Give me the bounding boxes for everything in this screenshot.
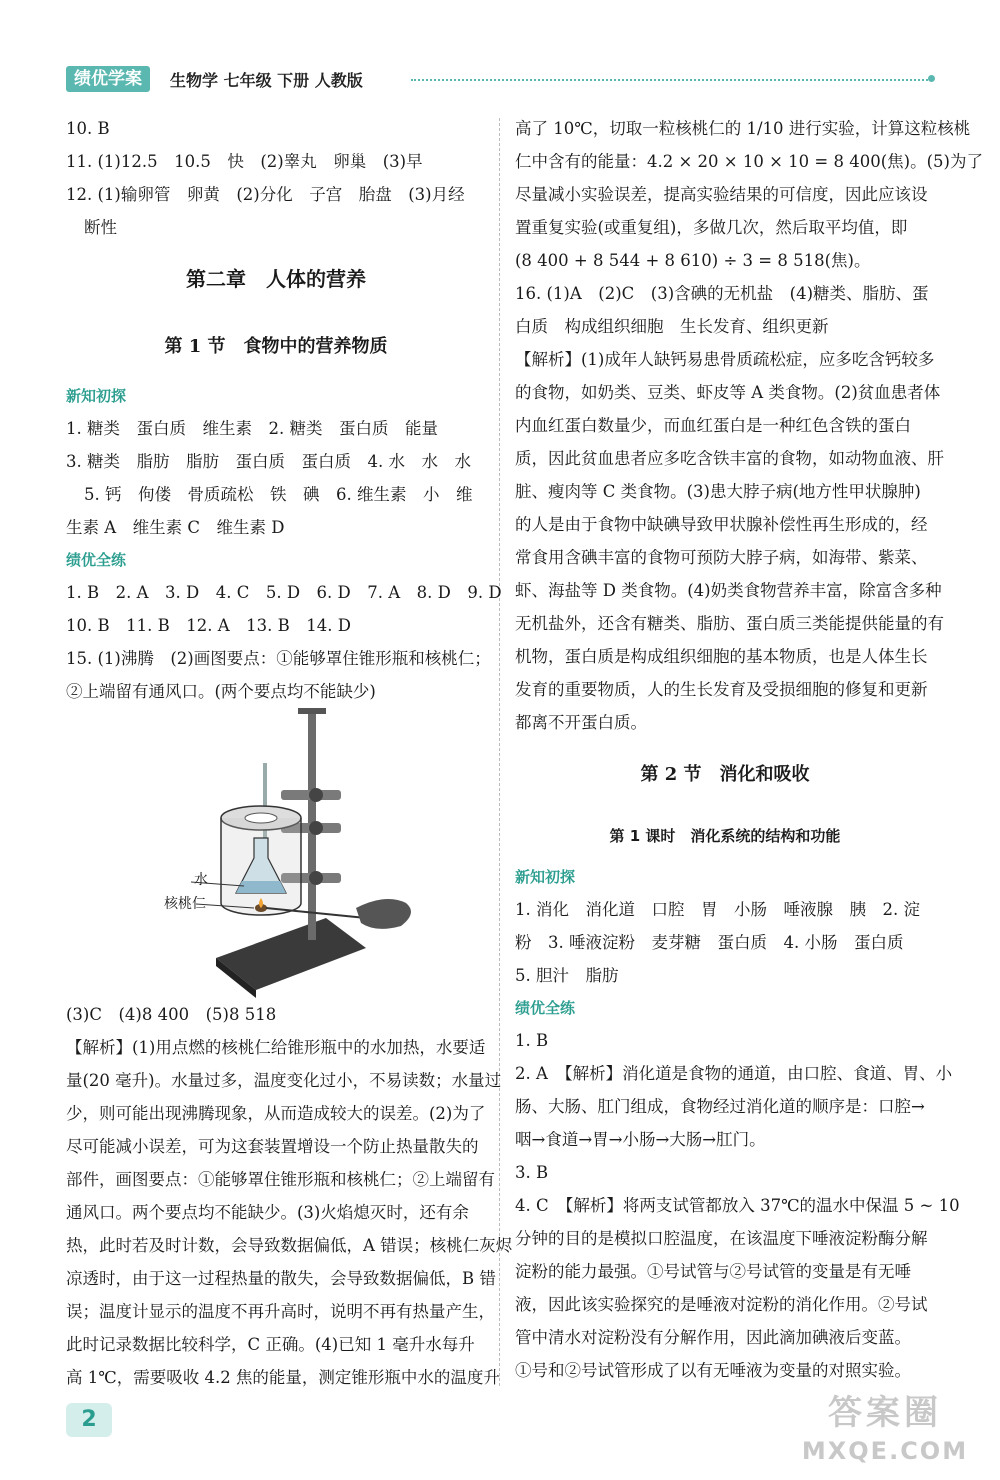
explanation-line: 都离不开蛋白质。: [515, 713, 647, 732]
answer-line: ②上端留有通风口。(两个要点均不能缺少): [66, 682, 376, 701]
page-header: [66, 66, 946, 96]
explanation-line: 虾、海盐等 D 类食物。(4)奶类食物营养丰富，除富含多种: [515, 581, 942, 600]
explanation-line: 【解析】(1)用点燃的核桃仁给锥形瓶中的水加热，水要适: [66, 1038, 486, 1057]
answer-line: 5. 胆汁 脂肪: [515, 966, 619, 985]
section-title: 第 1 节 食物中的营养物质: [164, 336, 388, 357]
explanation-line: 【解析】(1)成年人缺钙易患骨质疏松症，应多吃含钙较多: [515, 350, 935, 369]
explanation-line: 内血红蛋白数量少，而血红蛋白是一种红色含铁的蛋白: [515, 416, 911, 435]
explanation-line: 置重复实验(或重复组)，多做几次，然后取平均值，即: [515, 218, 908, 237]
header-divider: [411, 79, 931, 81]
answer-line: 4. C 【解析】将两支试管都放入 37℃的温水中保温 5 ~ 10: [515, 1196, 960, 1215]
answer-line: 16. (1)A (2)C (3)含碘的无机盐 (4)糖类、脂肪、蛋: [515, 284, 929, 303]
left-column: [66, 112, 513, 1394]
experiment-figure: [66, 708, 486, 998]
answer-line: 3. B: [515, 1163, 549, 1182]
explanation-line: 无机盐外，还含有糖类、脂肪、蛋白质三类能提供能量的有: [515, 614, 944, 633]
label-water: 水: [194, 872, 208, 888]
explanation-line: 高 1℃，需要吸收 4.2 焦的能量，测定锥形瓶中水的温度升: [66, 1368, 500, 1387]
explanation-line: 的食物，如奶类、豆类、虾皮等 A 类食物。(2)贫血患者体: [515, 383, 941, 402]
watermark-url: MXQE.COM: [801, 1437, 969, 1465]
explanation-line: 少，则可能出现沸腾现象，从而造成较大的误差。(2)为了: [66, 1104, 486, 1123]
chapter-title: 第二章 人体的营养: [186, 267, 366, 291]
lesson-title: 第 1 课时 消化系统的结构和功能: [609, 827, 841, 845]
explanation-line: 仁中含有的能量：4.2 × 20 × 10 × 10 = 8 400(焦)。(5)为了: [515, 152, 983, 171]
column-divider: [499, 118, 500, 1386]
answer-line: 11. (1)12.5 10.5 快 (2)睾丸 卵巢 (3)早: [66, 152, 423, 171]
hand: [356, 899, 411, 929]
answer-line: 2. A 【解析】消化道是食物的通道，由口腔、食道、胃、小: [515, 1064, 953, 1083]
explanation-line: 部件，画图要点：①能够罩住锥形瓶和核桃仁；②上端留有: [66, 1170, 495, 1189]
explanation-line: 咽→食道→胃→小肠→大肠→肛门。: [515, 1130, 766, 1149]
explanation-line: 分钟的目的是模拟口腔温度，在该温度下唾液淀粉酶分解: [515, 1229, 928, 1248]
page-number: 2: [66, 1403, 112, 1437]
series-logo: 绩优学案: [66, 66, 150, 92]
explanation-line: 误；温度计显示的温度不再升高时，说明不再有热量产生，: [66, 1302, 495, 1321]
section-label: 新知初探: [66, 387, 127, 405]
explanation-line: 量(20 毫升)。水量过多，温度变化过小，不易读数；水量过: [66, 1071, 502, 1090]
answer-line: 15. (1)沸腾 (2)画图要点：①能够罩住锥形瓶和核桃仁；: [66, 649, 491, 668]
explanation-line: 脏、瘦肉等 C 类食物。(3)患大脖子病(地方性甲状腺肿): [515, 482, 921, 501]
explanation-line: 质，因此贫血患者应多吃含铁丰富的食物，如动物血液、肝: [515, 449, 944, 468]
explanation-line: 凉透时，由于这一过程热量的散失，会导致数据偏低，B 错: [66, 1269, 496, 1288]
answer-line: 5. 钙 佝偻 骨质疏松 铁 碘 6. 维生素 小 维: [84, 485, 473, 504]
watermark-text: 答案圈: [828, 1393, 942, 1433]
answer-line: 粉 3. 唾液淀粉 麦芽糖 蛋白质 4. 小肠 蛋白质: [515, 933, 904, 952]
explanation-line: 液，因此该实验探究的是唾液对淀粉的消化作用。②号试: [515, 1295, 928, 1314]
answer-line: 10. B 11. B 12. A 13. B 14. D: [66, 616, 351, 635]
book-title: 生物学 七年级 下册 人教版: [170, 71, 363, 90]
section-label: 绩优全练: [515, 999, 576, 1017]
apparatus-illustration: [66, 708, 486, 998]
explanation-line: 管中清水对淀粉没有分解作用，因此滴加碘液后变蓝。: [515, 1328, 911, 1347]
explanation-line: 此时记录数据比较科学，C 正确。(4)已知 1 毫升水每升: [66, 1335, 475, 1354]
explanation-line: 热，此时若及时计数，会导致数据偏低，A 错误；核桃仁灰烬: [66, 1236, 513, 1255]
header-dot: [928, 75, 935, 82]
answer-line: 白质 构成组织细胞 生长发育、组织更新: [515, 317, 829, 336]
answer-line: 10. B: [66, 119, 110, 138]
answer-line: 1. B: [515, 1031, 549, 1050]
explanation-line: 高了 10℃，切取一粒核桃仁的 1/10 进行实验，计算这粒核桃: [515, 119, 971, 138]
watermark-logo: [800, 1390, 970, 1475]
explanation-line: 淀粉的能力最强。①号试管与②号试管的变量是有无唾: [515, 1262, 911, 1281]
section-label: 新知初探: [515, 868, 576, 886]
right-column: [515, 112, 983, 1387]
label-walnut: 核桃仁: [164, 896, 206, 912]
explanation-line: 通风口。两个要点均不能缺少。(3)火焰熄灭时，还有余: [66, 1203, 469, 1222]
answer-line: 3. 糖类 脂肪 脂肪 蛋白质 蛋白质 4. 水 水 水: [66, 452, 471, 471]
explanation-line: 的人是由于食物中缺碘导致甲状腺补偿性再生形成的，经: [515, 515, 928, 534]
explanation-line: 尽量减小实验误差，提高实验结果的可信度，因此应该设: [515, 185, 928, 204]
answer-line: 生素 A 维生素 C 维生素 D: [66, 518, 285, 537]
explanation-line: 机物，蛋白质是构成组织细胞的基本物质，也是人体生长: [515, 647, 928, 666]
section-title: 第 2 节 消化和吸收: [640, 764, 810, 785]
explanation-line: 发育的重要物质，人的生长发育及受损细胞的修复和更新: [515, 680, 928, 699]
answer-line: 1. 消化 消化道 口腔 胃 小肠 唾液腺 胰 2. 淀: [515, 900, 920, 919]
explanation-line: (8 400 + 8 544 + 8 610) ÷ 3 = 8 518(焦)。: [515, 251, 871, 270]
answer-line: (3)C (4)8 400 (5)8 518: [66, 1005, 277, 1024]
section-label: 绩优全练: [66, 551, 127, 569]
explanation-line: ①号和②号试管形成了以有无唾液为变量的对照实验。: [515, 1361, 911, 1380]
answer-line: 1. 糖类 蛋白质 维生素 2. 糖类 蛋白质 能量: [66, 419, 438, 438]
explanation-line: 肠、大肠、肛门组成，食物经过消化道的顺序是：口腔→: [515, 1097, 925, 1116]
answer-line: 1. B 2. A 3. D 4. C 5. D 6. D 7. A 8. D 9. D: [66, 583, 502, 602]
answer-line: 断性: [84, 218, 117, 237]
explanation-line: 尽可能减小误差，可为这套装置增设一个防止热量散失的: [66, 1137, 479, 1156]
explanation-line: 常食用含碘丰富的食物可预防大脖子病，如海带、紫菜、: [515, 548, 928, 567]
answer-line: 12. (1)输卵管 卵黄 (2)分化 子宫 胎盘 (3)月经: [66, 185, 465, 204]
